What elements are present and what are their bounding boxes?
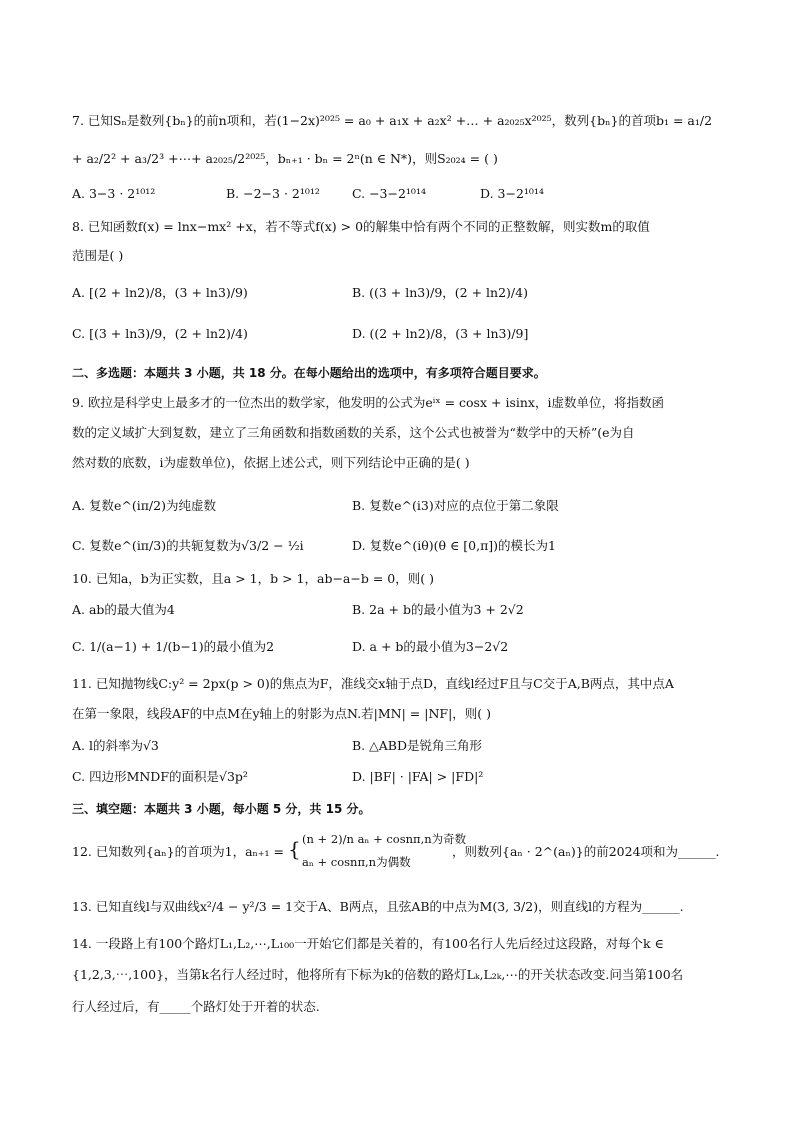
q8-option-b: B. ((3 + ln3)/9，(2 + ln2)/4) xyxy=(352,285,528,300)
q9-option-d: D. 复数e^(iθ)(θ ∈ [0,π])的模长为1 xyxy=(352,538,556,553)
q14-line1: 14. 一段路上有100个路灯L₁,L₂,⋯,L₁₀₀一开始它们都是关着的，有100名行人先后经过这段路，对每个k ∈ xyxy=(72,936,664,951)
q12-case-even: aₙ + cosnπ,n为偶数 xyxy=(302,855,411,869)
q8-option-c: C. [(3 + ln3)/9，(2 + ln2)/4) xyxy=(72,326,248,341)
q10-line1: 10. 已知a，b为正实数，且a > 1，b > 1，ab−a−b = 0，则( ) xyxy=(72,571,434,586)
q10-option-c: C. 1/(a−1) + 1/(b−1)的最小值为2 xyxy=(72,639,275,654)
q14-line3: 行人经过后，有_____个路灯处于开着的状态. xyxy=(72,999,320,1014)
q9-option-a: A. 复数e^(iπ/2)为纯虚数 xyxy=(72,498,216,513)
q7-line2: + a₂/2² + a₃/2³ +⋯+ a₂₀₂₅/2²⁰²⁵，bₙ₊₁ · bₙ = 2ⁿ(n ∈ N*)，则S₂₀₂₄ = ( ) xyxy=(72,151,498,166)
q8-line1: 8. 已知函数f(x) = lnx−mx² +x，若不等式f(x) > 0的解集中恰有两个不同的正整数解，则实数m的取值 xyxy=(72,219,650,234)
q12-suffix: ，则数列{aₙ · 2^(aₙ)}的前2024项和为______. xyxy=(452,844,720,859)
q11-option-b: B. △ABD是锐角三角形 xyxy=(352,738,482,753)
section-3-heading: 三、填空题：本题共 3 小题，每小题 5 分，共 15 分。 xyxy=(72,802,371,816)
q10-option-a: A. ab的最大值为4 xyxy=(72,602,175,617)
q11-line2: 在第一象限，线段AF的中点M在y轴上的射影为点N.若|MN| = |NF|，则( ) xyxy=(72,706,492,721)
q9-option-c: C. 复数e^(iπ/3)的共轭复数为√3/2 − ½i xyxy=(72,538,304,553)
q12-prefix: 12. 已知数列{aₙ}的首项为1，aₙ₊₁ = xyxy=(72,844,284,859)
section-2-heading: 二、多选题：本题共 3 小题，共 18 分。在每小题给出的选项中，有多项符合题目要求。 xyxy=(72,366,546,380)
q7-option-a: A. 3−3 · 2¹⁰¹² xyxy=(72,186,156,201)
q9-line1: 9. 欧拉是科学史上最多才的一位杰出的数学家，他发明的公式为eⁱˣ = cosx + isinx，i虚数单位，将指数函 xyxy=(72,395,664,410)
q7-option-d: D. 3−2¹⁰¹⁴ xyxy=(480,186,544,201)
q8-line2: 范围是( ) xyxy=(72,248,124,263)
q9-line3: 然对数的底数，i为虚数单位)，依据上述公式，则下列结论中正确的是( ) xyxy=(72,455,470,470)
q14-line2: {1,2,3,⋯,100}，当第k名行人经过时，他将所有下标为k的倍数的路灯Lₖ,L₂ₖ,⋯的开关状态改变.问当第100名 xyxy=(72,967,684,982)
q12-brace: { xyxy=(288,837,301,861)
q12-case-odd: (n + 2)/n aₙ + cosnπ,n为奇数 xyxy=(302,832,467,846)
q7-option-c: C. −3−2¹⁰¹⁴ xyxy=(352,186,426,201)
q13-line1: 13. 已知直线l与双曲线x²/4 − y²/3 = 1交于A、B两点，且弦AB的中点为M(3, 3/2)，则直线l的方程为______. xyxy=(72,899,684,914)
q11-option-d: D. |BF| · |FA| > |FD|² xyxy=(352,769,484,784)
q11-line1: 11. 已知抛物线C:y² = 2px(p > 0)的焦点为F，准线交x轴于点D，直线l经过F且与C交于A,B两点，其中点A xyxy=(72,676,674,691)
q9-option-b: B. 复数e^(i3)对应的点位于第二象限 xyxy=(352,498,559,513)
q7-line1: 7. 已知Sₙ是数列{bₙ}的前n项和，若(1−2x)²⁰²⁵ = a₀ + a₁x + a₂x² +… + a₂₀₂₅x²⁰²⁵，数列{bₙ}的首项b₁ = a₁/2 xyxy=(72,113,713,128)
q11-option-a: A. l的斜率为√3 xyxy=(72,738,159,753)
q8-option-a: A. [(2 + ln2)/8，(3 + ln3)/9) xyxy=(72,285,248,300)
q7-option-b: B. −2−3 · 2¹⁰¹² xyxy=(226,186,320,201)
q9-line2: 数的定义域扩大到复数，建立了三角函数和指数函数的关系，这个公式也被誉为“数学中的天桥”(e为自 xyxy=(72,425,635,440)
q10-option-b: B. 2a + b的最小值为3 + 2√2 xyxy=(352,602,524,617)
q10-option-d: D. a + b的最小值为3−2√2 xyxy=(352,639,509,654)
q11-option-c: C. 四边形MNDF的面积是√3p² xyxy=(72,769,248,784)
q8-option-d: D. ((2 + ln2)/8，(3 + ln3)/9] xyxy=(352,326,529,341)
